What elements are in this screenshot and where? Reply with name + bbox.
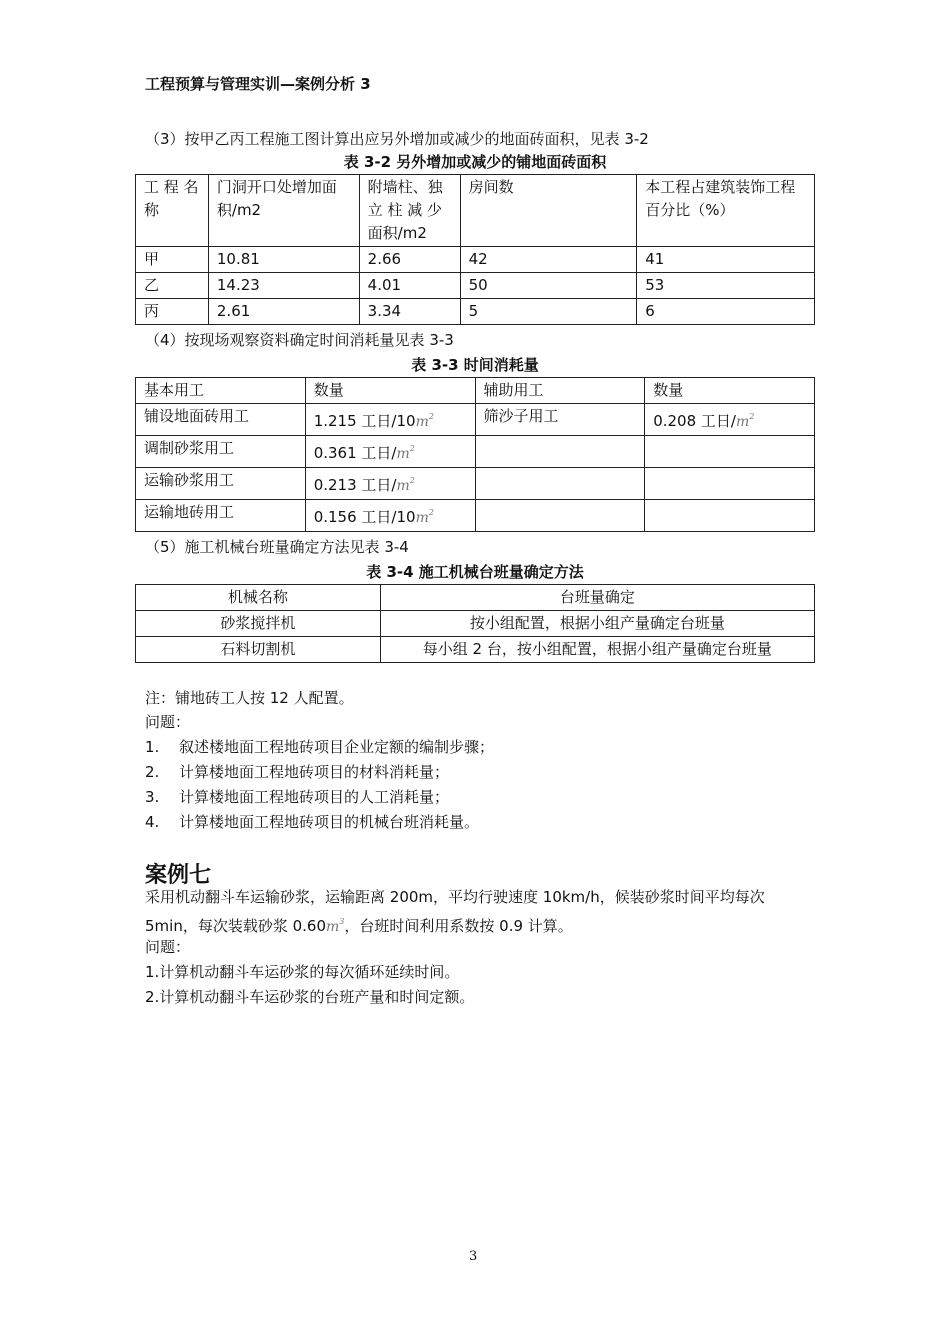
header-cell: 本工程占建筑装饰工程百分比（%） — [637, 175, 815, 247]
quantity-value: 0.361 工日/ — [313, 444, 397, 462]
question-item — [145, 786, 449, 808]
header-cell: 辅助用工 — [475, 378, 645, 404]
paragraph-5: （5）施工机械台班量确定方法见表 3-4 — [145, 538, 409, 556]
table-cell: 3.34 — [359, 299, 460, 325]
quantity-value: 0.156 工日/10 — [313, 508, 416, 526]
header-cell: 房间数 — [460, 175, 637, 247]
table-row — [136, 299, 815, 325]
table-cell: 6 — [637, 299, 815, 325]
question-number: 1. — [145, 738, 160, 756]
table-cell — [475, 500, 645, 532]
table-3-3-caption: 表 3-3 时间消耗量 — [411, 356, 539, 374]
table-row — [136, 611, 815, 637]
header-cell: 门洞开口处增加面积/m2 — [208, 175, 359, 247]
table-cell: 50 — [460, 273, 637, 299]
paragraph-3: （3）按甲乙丙工程施工图计算出应另外增加或减少的地面砖面积，见表 3-2 — [145, 130, 649, 148]
case-7-question-1: 1.计算机动翻斗车运砂浆的每次循环延续时间。 — [145, 963, 460, 981]
page-header: 工程预算与管理实训—案例分析 3 — [145, 75, 371, 93]
table-cell: 按小组配置，根据小组产量确定台班量 — [380, 611, 814, 637]
table-cell: 筛沙子用工 — [475, 404, 645, 436]
header-cell: 机械名称 — [136, 585, 381, 611]
table-3-3 — [135, 377, 815, 532]
table-cell — [645, 436, 815, 468]
table-row — [136, 404, 815, 436]
table-cell: 甲 — [136, 247, 209, 273]
table-cell: 石料切割机 — [136, 637, 381, 663]
quantity-value: 0.208 工日/ — [653, 412, 736, 430]
table-row — [136, 247, 815, 273]
header-cell: 基本用工 — [136, 378, 306, 404]
table-cell: 53 — [637, 273, 815, 299]
table-cell: 调制砂浆用工 — [136, 436, 306, 468]
table-cell: 2.66 — [359, 247, 460, 273]
table-row — [136, 637, 815, 663]
table-cell — [645, 404, 815, 436]
case-7-question-2: 2.计算机动翻斗车运砂浆的台班产量和时间定额。 — [145, 988, 475, 1006]
question-item — [145, 761, 449, 783]
table-header-row — [136, 378, 815, 404]
case-7-text: 5min，每次装载砂浆 0.60 — [145, 917, 326, 935]
case-7-title: 案例七 — [145, 863, 212, 888]
header-cell: 附墙柱、独立 柱 减 少面积/m2 — [359, 175, 460, 247]
quantity-value: 0.213 工日/ — [313, 476, 397, 494]
table-cell — [305, 436, 475, 468]
table-cell: 乙 — [136, 273, 209, 299]
table-cell: 42 — [460, 247, 637, 273]
table-header-row — [136, 175, 815, 247]
paragraph-4: （4）按现场观察资料确定时间消耗量见表 3-3 — [145, 331, 454, 349]
unit-cubic-meter: $m^3$ — [326, 917, 345, 935]
table-row — [136, 468, 815, 500]
case-7-line-2 — [145, 911, 573, 938]
table-cell — [645, 500, 815, 532]
table-cell — [475, 436, 645, 468]
table-cell: 丙 — [136, 299, 209, 325]
table-row — [136, 500, 815, 532]
question-number: 4. — [145, 813, 160, 831]
table-row — [136, 273, 815, 299]
question-item — [145, 811, 479, 833]
table-3-2-caption: 表 3-2 另外增加或减少的铺地面砖面积 — [343, 153, 607, 171]
table-cell: 14.23 — [208, 273, 359, 299]
note: 注：铺地砖工人按 12 人配置。 — [145, 689, 354, 707]
table-header-row — [136, 585, 815, 611]
header-cell: 工 程 名称 — [136, 175, 209, 247]
quantity-value: 1.215 工日/10 — [313, 412, 416, 430]
header-cell: 数量 — [645, 378, 815, 404]
question-item — [145, 736, 494, 758]
case-7-questions-label: 问题： — [145, 938, 191, 956]
table-cell — [305, 404, 475, 436]
question-text: 计算楼地面工程地砖项目的材料消耗量； — [179, 763, 450, 781]
table-cell: 4.01 — [359, 273, 460, 299]
table-3-2 — [135, 174, 815, 325]
page-number: 3 — [469, 1249, 478, 1264]
table-cell: 运输地砖用工 — [136, 500, 306, 532]
case-7-line-1: 采用机动翻斗车运输砂浆，运输距离 200m，平均行驶速度 10km/h，候装砂浆时间平均每次 — [145, 888, 765, 906]
table-cell: 砂浆搅拌机 — [136, 611, 381, 637]
table-cell — [645, 468, 815, 500]
header-cell: 台班量确定 — [380, 585, 814, 611]
unit-square-meter: $m^2$ — [415, 412, 434, 430]
table-cell: 10.81 — [208, 247, 359, 273]
table-cell: 41 — [637, 247, 815, 273]
table-cell — [305, 468, 475, 500]
unit-square-meter: $m^2$ — [415, 508, 434, 526]
question-text: 计算楼地面工程地砖项目的机械台班消耗量。 — [179, 813, 480, 831]
header-cell: 数量 — [305, 378, 475, 404]
case-7-text: ，台班时间利用系数按 0.9 计算。 — [344, 917, 573, 935]
unit-square-meter: $m^2$ — [396, 476, 415, 494]
unit-square-meter: $m^2$ — [735, 412, 755, 430]
table-cell: 每小组 2 台，按小组配置，根据小组产量确定台班量 — [380, 637, 814, 663]
question-number: 3. — [145, 788, 160, 806]
question-number: 2. — [145, 763, 160, 781]
table-3-4-caption: 表 3-4 施工机械台班量确定方法 — [366, 563, 584, 581]
table-cell — [305, 500, 475, 532]
question-text: 叙述楼地面工程地砖项目企业定额的编制步骤； — [179, 738, 495, 756]
table-3-4 — [135, 584, 815, 663]
questions-label: 问题： — [145, 713, 191, 731]
question-text: 计算楼地面工程地砖项目的人工消耗量； — [179, 788, 450, 806]
table-cell — [475, 468, 645, 500]
table-cell: 运输砂浆用工 — [136, 468, 306, 500]
table-row — [136, 436, 815, 468]
table-cell: 5 — [460, 299, 637, 325]
table-cell: 铺设地面砖用工 — [136, 404, 306, 436]
table-cell: 2.61 — [208, 299, 359, 325]
unit-square-meter: $m^2$ — [396, 444, 415, 462]
